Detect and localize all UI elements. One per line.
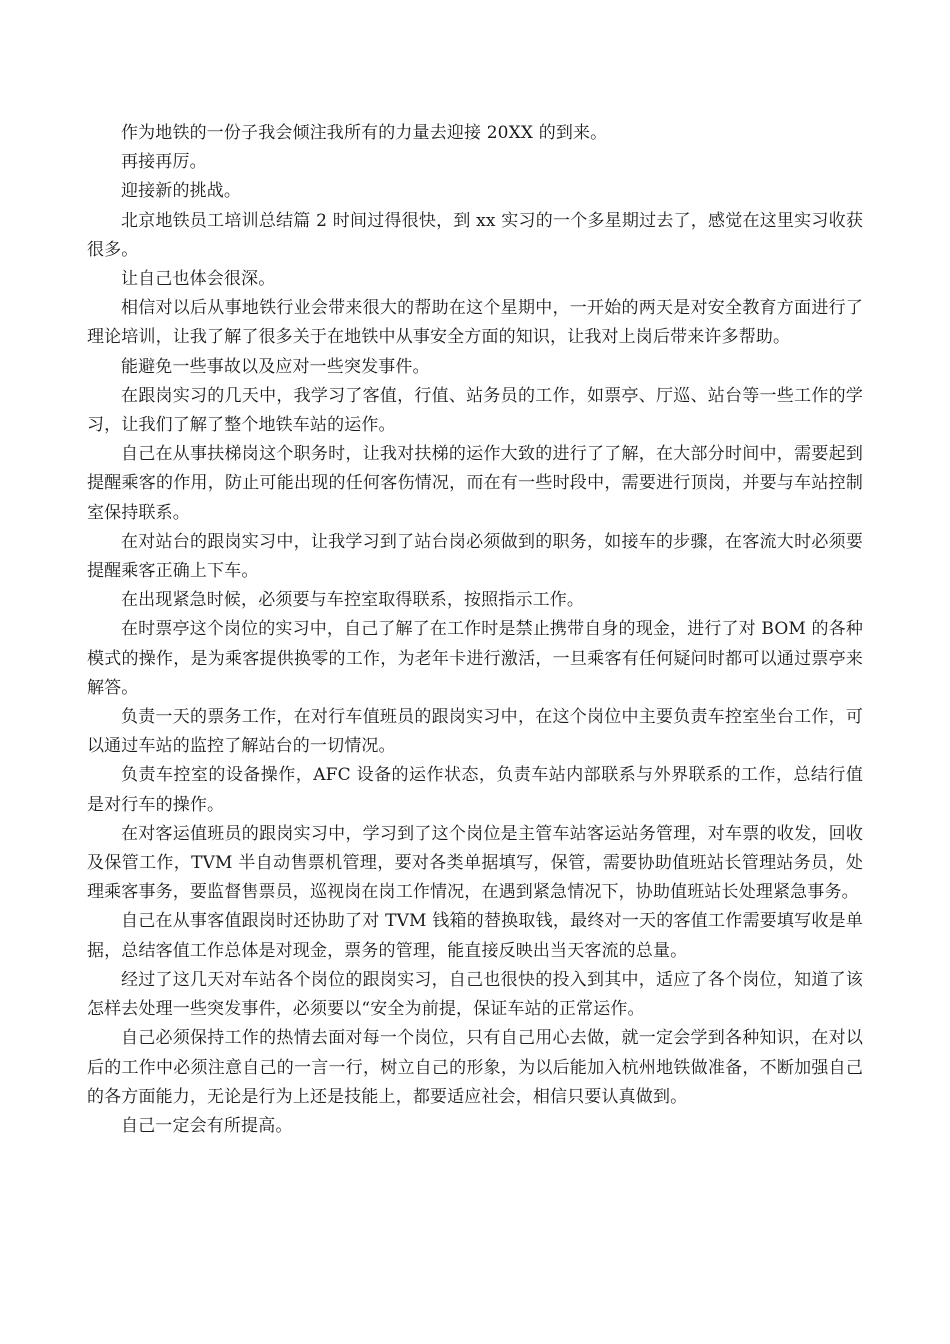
document-body bbox=[87, 119, 863, 1141]
paragraph: 再接再厉。 bbox=[121, 152, 207, 173]
paragraph: 在出现紧急时候，必须要与车控室取得联系，按照指示工作。 bbox=[121, 590, 585, 611]
paragraph: 让自己也体会很深。 bbox=[121, 269, 276, 290]
paragraph: 在对站台的跟岗实习中，让我学习到了站台岗必须做到的职务，如接车的步骤，在客流大时必须要提醒乘客正确上下车。 bbox=[87, 531, 863, 582]
paragraph: 负责一天的票务工作，在对行车值班员的跟岗实习中，在这个岗位中主要负责车控室坐台工作，可以通过车站的监控了解站台的一切情况。 bbox=[87, 707, 863, 757]
paragraph: 自己在从事扶梯岗这个职务时，让我对扶梯的运作大致的进行了了解，在大部分时间中，需要起到提醒乘客的作用，防止可能出现的任何客伤情况，而在有一些时段中，需要进行顶岗，并要与车站控制室保持联系。 bbox=[87, 444, 863, 523]
paragraph: 在跟岗实习的几天中，我学习了客值，行值、站务员的工作，如票亭、厅巡、站台等一些工作的学习，让我们了解了整个地铁车站的运作。 bbox=[87, 385, 863, 436]
paragraph: 自己必须保持工作的热情去面对每一个岗位，只有自己用心去做，就一定会学到各种知识，在对以后的工作中必须注意自己的一言一行，树立自己的形象，为以后能加入杭州地铁做准备，不断加强自己的各方面能力，无论是行为上还是技能上，都要适应社会，相信只要认真做到。 bbox=[87, 1028, 863, 1107]
paragraph: 作为地铁的一份子我会倾注我所有的力量去迎接 20XX 的到来。 bbox=[121, 123, 608, 143]
paragraph: 负责车控室的设备操作，AFC 设备的运作状态，负责车站内部联系与外界联系的工作，总结行值是对行车的操作。 bbox=[87, 765, 863, 815]
paragraph: 在时票亭这个岗位的实习中，自己了解了在工作时是禁止携带自身的现金，进行了对 BOM 的各种模式的操作，是为乘客提供换零的工作，为老年卡进行激活，一旦乘客有任何疑问时都可以通过票亭来解答。 bbox=[87, 619, 863, 698]
paragraph: 能避免一些事故以及应对一些突发事件。 bbox=[121, 356, 430, 377]
paragraph: 迎接新的挑战。 bbox=[121, 181, 242, 202]
paragraph: 自己在从事客值跟岗时还协助了对 TVM 钱箱的替换取钱，最终对一天的客值工作需要填写收是单据，总结客值工作总体是对现金，票务的管理，能直接反映出当天客流的总量。 bbox=[87, 911, 863, 961]
paragraph: 北京地铁员工培训总结篇 2 时间过得很快，到 xx 实习的一个多星期过去了，感觉在这里实习收获很多。 bbox=[87, 210, 863, 260]
paragraph: 相信对以后从事地铁行业会带来很大的帮助在这个星期中，一开始的两天是对安全教育方面进行了理论培训，让我了解了很多关于在地铁中从事安全方面的知识，让我对上岗后带来许多帮助。 bbox=[87, 298, 863, 348]
paragraph: 在对客运值班员的跟岗实习中，学习到了这个岗位是主管车站客运站务管理，对车票的收发，回收及保管工作，TVM 半自动售票机管理，要对各类单据填写，保管，需要协助值班站长管理站务员，处理乘客事务，要监督售票员，巡视岗在岗工作情况，在遇到紧急情况下，协助值班站长处理紧急事务。 bbox=[87, 823, 863, 903]
paragraph: 经过了这几天对车站各个岗位的跟岗实习，自己也很快的投入到其中，适应了各个岗位，知道了该怎样去处理一些突发事件，必须要以“安全为前提，保证车站的正常运作。 bbox=[87, 969, 863, 1020]
paragraph: 自己一定会有所提高。 bbox=[121, 1115, 293, 1136]
